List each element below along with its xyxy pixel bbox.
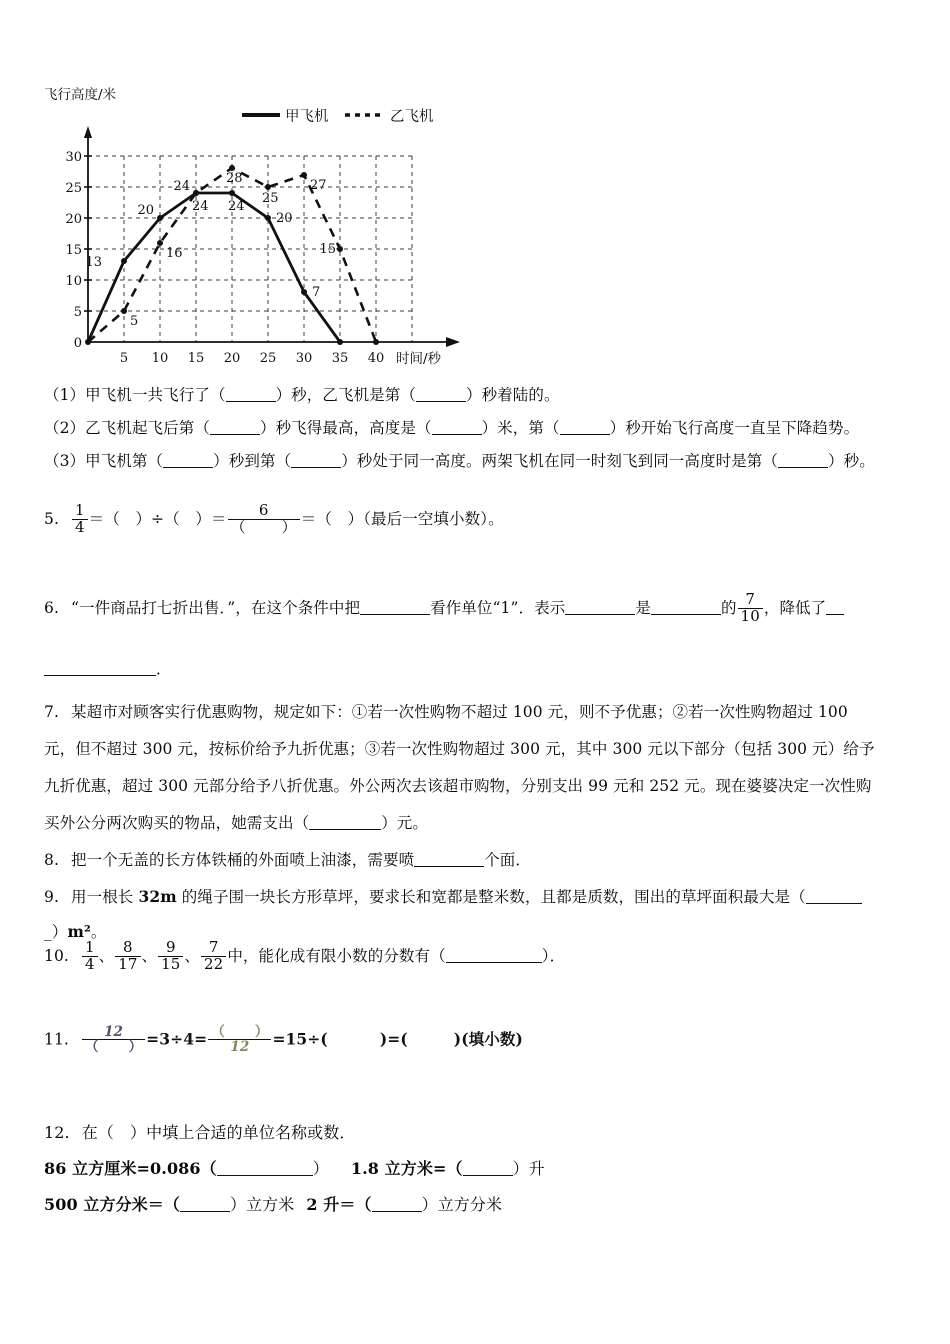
q11-text-2: =15÷(: [272, 1029, 328, 1049]
q6-text-1: “一件商品打七折出售．”，在这个条件中把: [71, 598, 361, 617]
svg-text:25: 25: [262, 191, 279, 206]
q4-2-text-d: ）秒开始飞行高度一直呈下降趋势。: [609, 419, 860, 437]
q4-2-blank-2[interactable]: [432, 434, 482, 435]
q4-3-text-d: ）秒。: [828, 452, 875, 470]
svg-text:15: 15: [319, 242, 336, 257]
q7-text-line4b: ）元。: [381, 814, 429, 832]
chart-axes: [84, 126, 460, 347]
q10-number: 10.: [44, 946, 69, 965]
q12-l1-text-d: ）升: [512, 1159, 545, 1178]
q6-fraction-seven-tenths: [738, 592, 763, 625]
q10-sep-3: 、: [184, 946, 201, 965]
q11-fraction-1: [82, 1025, 145, 1054]
q6-text-4: 的: [720, 598, 737, 617]
svg-text:5: 5: [73, 305, 82, 320]
q4-3-text-b: ）秒到第（: [213, 452, 292, 470]
svg-text:5: 5: [130, 314, 139, 329]
q4-1-text-c: ）秒着陆的。: [465, 386, 560, 404]
q10-answer-blank[interactable]: [446, 962, 542, 963]
q12-number: 12.: [44, 1123, 70, 1142]
q11-text-1: =3÷4=: [146, 1029, 208, 1049]
svg-text:10: 10: [151, 351, 169, 366]
q10-frac1-denominator: 4: [82, 956, 98, 973]
q12-l1-text-b: ）: [312, 1159, 329, 1178]
q12-l1-text-c: 1.8 立方米=（: [350, 1159, 463, 1178]
svg-text:27: 27: [310, 178, 327, 193]
question-8: [44, 848, 531, 872]
chart-gridlines-horizontal: [88, 156, 412, 311]
q5-fraction-one-fourth: [72, 503, 88, 536]
q12-title-text: 在（ ）中填上合适的单位名称或数．: [81, 1123, 356, 1142]
q5-frac-numerator: 1: [75, 501, 85, 519]
q4-1-blank-1[interactable]: [226, 401, 276, 402]
svg-text:35: 35: [331, 351, 349, 366]
q10-text-2: ）．: [541, 946, 566, 965]
svg-text:20: 20: [223, 351, 241, 366]
q7-text-line1: 某超市对顾客实行优惠购物，规定如下：①若一次性购物不超过 100 元，则不予优惠；②若一次性购物超过 100: [71, 703, 848, 721]
q11-frac1-numerator: 12: [104, 1024, 124, 1040]
question-7-line-4: [44, 811, 428, 835]
q9-number: 9.: [44, 888, 59, 906]
question-6-continuation: [44, 657, 172, 681]
q6-text-3: 是: [635, 598, 651, 617]
q11-frac1-denominator[interactable]: （ ）: [82, 1039, 145, 1054]
q4-2-text-a: （2）乙飞机起飞后第（: [44, 419, 210, 437]
question-7-line-1: [44, 700, 848, 724]
series-a-value-labels: [85, 179, 320, 300]
q12-l2-text-a: 500 立方分米＝（: [44, 1195, 180, 1214]
q9-text-line2a: _）: [44, 923, 68, 941]
q9-text-a: 用一根长: [71, 888, 139, 906]
q10-fraction-1: [82, 940, 98, 973]
q7-text-line2: 元，但不超过 300 元，按标价给予九折优惠；③若一次性购物超过 300 元，其中 300 元以下部分（包括 300 元）给予: [44, 740, 875, 758]
q4-2-text-b: ）秒飞得最高，高度是（: [259, 419, 432, 437]
q5-text-2: ＝（ ）（最后一空填小数）。: [300, 509, 504, 528]
q8-text-2: 个面．: [484, 851, 532, 869]
svg-text:15: 15: [65, 243, 82, 258]
q5-frac-denominator: 4: [72, 519, 88, 536]
q8-answer-blank[interactable]: [414, 866, 484, 867]
q12-l2-text-b: ）立方米: [229, 1195, 295, 1214]
x-axis-arrow: [446, 337, 460, 347]
q4-1-text-a: （1）甲飞机一共飞行了（: [44, 386, 226, 404]
q4-2-blank-3[interactable]: [560, 434, 610, 435]
q6-text-2: 看作单位“1”．表示: [430, 598, 566, 617]
question-12-line-1: [44, 1157, 545, 1182]
svg-text:15: 15: [187, 351, 205, 366]
q4-3-blank-2[interactable]: [291, 467, 341, 468]
q4-3-text-c: ）秒处于同一高度。两架飞机在同一时刻飞到同一高度时是第（: [341, 452, 778, 470]
question-4-1: [44, 383, 560, 407]
question-4-3: [44, 449, 875, 473]
q7-number: 7.: [44, 703, 59, 721]
svg-text:10: 10: [65, 274, 82, 289]
q6-frac-numerator: 7: [745, 590, 756, 608]
q11-text-4: )(填小数): [453, 1029, 523, 1049]
x-tick-labels: [120, 351, 384, 366]
question-4-2: [44, 416, 859, 440]
q6-text-5: ，降低了: [763, 598, 827, 617]
q4-1-blank-2[interactable]: [416, 401, 466, 402]
q6-frac-denominator: 10: [738, 608, 763, 625]
q12-blank-4[interactable]: [372, 1211, 422, 1212]
q12-blank-1[interactable]: [217, 1175, 313, 1176]
legend-label-series-b: 乙飞机: [390, 109, 434, 125]
question-6: [44, 592, 844, 625]
q12-blank-2[interactable]: [463, 1175, 513, 1176]
q11-text-3: )=(: [379, 1029, 408, 1049]
svg-text:24: 24: [173, 179, 190, 194]
q8-text-1: 把一个无盖的长方体铁桶的外面喷上油漆，需要喷: [71, 851, 415, 869]
q12-blank-3[interactable]: [180, 1211, 230, 1212]
q9-unit: m²: [67, 922, 91, 941]
q6-blank-3[interactable]: [651, 614, 721, 615]
svg-text:24: 24: [192, 199, 209, 214]
question-12-title: [44, 1121, 355, 1146]
q10-frac2-numerator: 8: [123, 938, 133, 956]
q7-answer-blank[interactable]: [309, 829, 381, 830]
svg-text:13: 13: [85, 255, 102, 270]
q10-frac1-numerator: 1: [84, 938, 95, 956]
q10-fraction-4: [201, 940, 226, 973]
legend-label-series-a: 甲飞机: [285, 109, 329, 125]
q12-l2-text-d: ）立方分米: [421, 1195, 503, 1214]
q4-2-blank-1[interactable]: [210, 434, 260, 435]
series-a-line: [88, 193, 340, 342]
q9-answer-blank-start[interactable]: [806, 903, 862, 904]
svg-text:24: 24: [228, 199, 245, 214]
q10-fraction-2: [115, 940, 140, 973]
q10-text-1: 中，能化成有限小数的分数有（: [227, 946, 446, 965]
q6-blank-4-start[interactable]: [826, 614, 844, 615]
q11-number: 11.: [44, 1030, 69, 1049]
q4-3-blank-3[interactable]: [778, 467, 828, 468]
q10-fraction-3: [158, 940, 183, 973]
svg-text:25: 25: [65, 181, 82, 196]
question-11: [44, 1025, 523, 1054]
q10-frac4-denominator: 22: [201, 956, 226, 973]
svg-text:30: 30: [65, 150, 82, 165]
q6-blank-1[interactable]: [360, 614, 430, 615]
q10-frac2-denominator: 17: [115, 956, 140, 973]
question-7-line-2: [44, 737, 875, 761]
q12-l1-text-a: 86 立方厘米=0.086（: [44, 1159, 217, 1178]
svg-text:20: 20: [276, 211, 293, 226]
q5-frac2-numerator: 6: [258, 501, 269, 519]
q9-rope-length: 32m: [138, 887, 177, 906]
svg-text:20: 20: [65, 212, 82, 227]
q4-1-text-b: ）秒，乙飞机是第（: [275, 386, 416, 404]
question-10: [44, 940, 565, 973]
q7-text-line3: 九折优惠，超过 300 元部分给予八折优惠。外公两次去该超市购物，分别支出 99 元和 252 元。现在婆婆决定一次性购: [44, 777, 872, 795]
q9-text-c: 的绳子围一块长方形草坪，要求长和宽都是整米数，且都是质数，围出的草坪面积最大是（: [176, 888, 806, 906]
question-12-line-2: [44, 1193, 502, 1218]
y-axis-arrow: [84, 126, 92, 138]
q10-frac4-numerator: 7: [208, 938, 219, 956]
q6-number: 6.: [44, 598, 59, 617]
q5-text-1: ＝（ ）÷（ ）＝: [88, 509, 227, 528]
question-5: [44, 503, 504, 536]
q6-blank-4-end[interactable]: [44, 675, 156, 676]
chart-legend: [242, 108, 434, 125]
q5-fraction-six-over-blank: [228, 503, 300, 536]
y-axis-title: 飞行高度/米: [44, 87, 117, 103]
x-axis-title: 时间/秒: [396, 351, 442, 367]
svg-text:28: 28: [226, 171, 243, 186]
question-7-line-3: [44, 774, 871, 798]
q5-frac2-denominator[interactable]: （ ）: [228, 519, 300, 536]
q11-frac2-denominator: 12: [208, 1039, 271, 1054]
q4-3-text-a: （3）甲飞机第（: [44, 452, 164, 470]
svg-text:0: 0: [73, 336, 82, 351]
q11-frac2-numerator[interactable]: （ ）: [211, 1024, 269, 1040]
q10-frac3-numerator: 9: [165, 938, 176, 956]
q10-frac3-denominator: 15: [158, 956, 183, 973]
svg-text:5: 5: [119, 351, 129, 366]
q10-sep-2: 、: [141, 946, 158, 965]
q6-blank-2[interactable]: [565, 614, 635, 615]
q4-3-blank-1[interactable]: [163, 467, 213, 468]
flight-altitude-line-chart: [40, 82, 470, 372]
q12-l2-text-c: 2 升＝（: [306, 1195, 372, 1214]
q7-text-line4a: 买外公分两次购买的物品，她需支出（: [44, 814, 310, 832]
svg-text:30: 30: [295, 351, 313, 366]
q8-number: 8.: [44, 851, 59, 869]
svg-text:16: 16: [166, 246, 183, 261]
q6-text-6: ．: [156, 660, 172, 678]
svg-text:40: 40: [367, 351, 385, 366]
q10-sep-1: 、: [98, 946, 115, 965]
q9-text-line2c: 。: [90, 923, 107, 941]
svg-text:20: 20: [137, 203, 154, 218]
q4-2-text-c: ）米，第（: [481, 419, 560, 437]
svg-text:25: 25: [259, 351, 277, 366]
y-tick-labels: [65, 150, 82, 351]
q5-number: 5.: [44, 509, 59, 528]
chart-svg: [40, 82, 470, 372]
svg-text:7: 7: [312, 285, 321, 300]
q11-fraction-2: [208, 1025, 271, 1054]
question-9-line-1: [44, 885, 862, 909]
